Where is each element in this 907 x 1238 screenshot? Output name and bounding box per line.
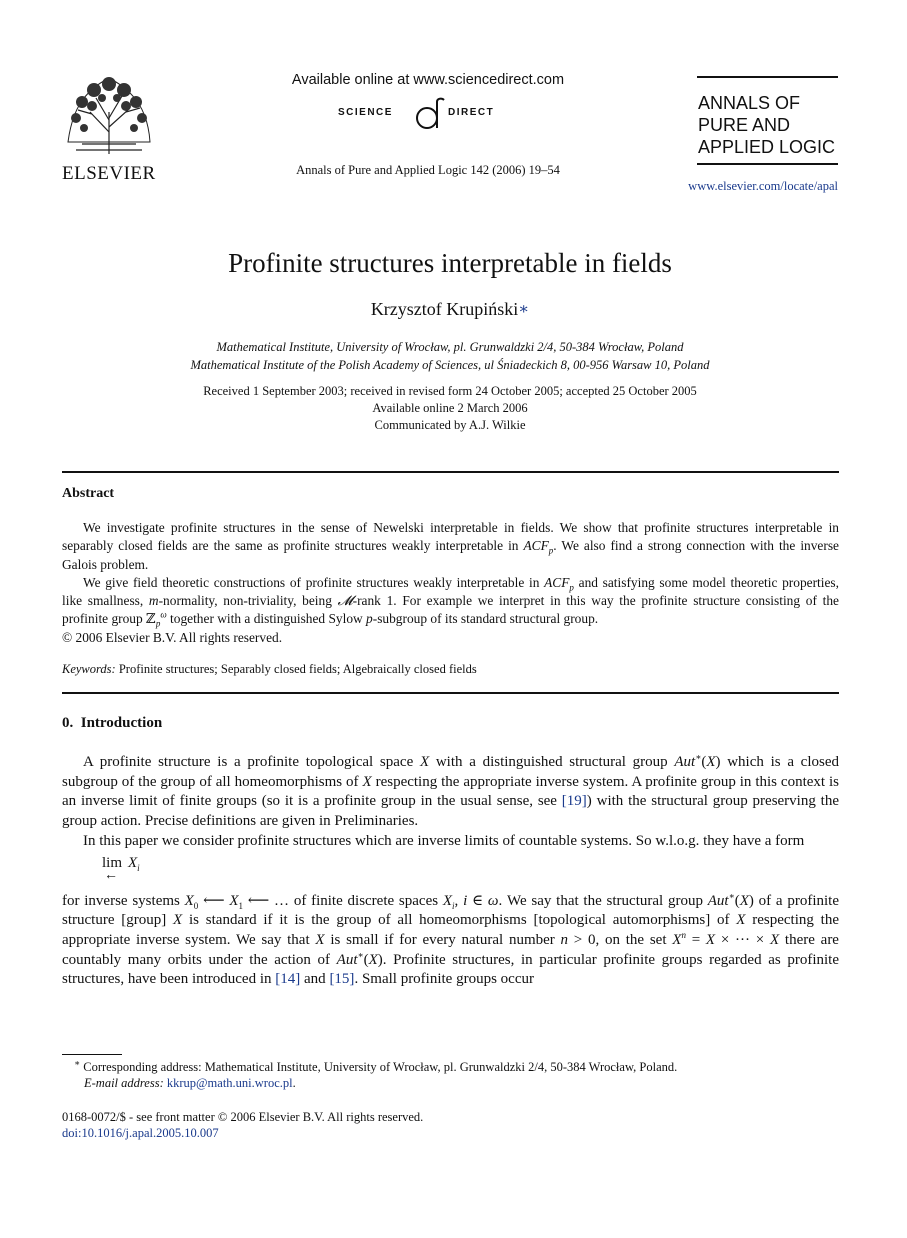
front-matter-line: 0168-0072/$ - see front matter © 2006 Elsevier B.V. All rights reserved. xyxy=(62,1110,424,1124)
email-link[interactable]: kkrup@math.uni.wroc.pl xyxy=(166,1076,293,1090)
journal-name-line-2: PURE AND xyxy=(698,115,791,135)
intro-paragraph-3: for inverse systems $X_0$ ⟵ $X_1$ ⟵ … of finite discrete spaces $X_i$, i ∈ ω. We say that the structural group Aut∗(X) of a profinite structure [group] X is standard if it is the group of all homeomorphisms [topological automorphisms] of X respecting the appropriate inverse system. We say that X is small if for every natural number n > 0, on the set $X^n = X$ × ··· × X there are countably many orbits under the action of Aut∗(X). Profinite structures, in particular profinite groups regarded as profinite structures, have been introduced in [14] and [15]. Small profinite groups occur xyxy=(62,890,839,988)
footnote-corresponding-address: ∗ Corresponding address: Mathematical Institute, University of Wrocław, pl. Grunwaldzki 2/4, 50-384 Wrocław, Poland. xyxy=(74,1057,678,1074)
affiliation-1: Mathematical Institute, University of Wrocław, pl. Grunwaldzki 2/4, 50-384 Wrocław, Poland xyxy=(216,340,684,354)
sciencedirect-right-text: DIRECT xyxy=(448,107,495,118)
inverse-limit-formula: lim ← $X_i$ xyxy=(102,854,140,883)
keywords-label: Keywords: xyxy=(62,662,116,676)
section-title: Introduction xyxy=(80,715,163,731)
abstract-paragraph-2: We give field theoretic constructions of profinite structures weakly interpretable in $ACF_p$ and satisfying some model theoretic properties, like smallness, m-normality, non-triviality, being 𝓜-rank 1. For example we interpret in this way the profinite structure consisting of the profinite group ℤ$_p^\omega$ together with a distinguished Sylow p-subgroup of its standard structural group. xyxy=(62,574,839,630)
citation-15-link[interactable]: [15] xyxy=(329,971,355,988)
section-heading-introduction xyxy=(62,715,162,732)
journal-name-line-1: ANNALS OF xyxy=(698,93,801,113)
sciencedirect-logo xyxy=(330,94,530,134)
author-footnote-mark[interactable]: ∗ xyxy=(518,301,530,318)
author-line xyxy=(200,299,700,320)
affiliations xyxy=(90,338,810,374)
citation-14-link[interactable]: [14] xyxy=(275,971,301,988)
journal-citation: Annals of Pure and Applied Logic 142 (2006) 19–54 xyxy=(296,163,560,177)
elsevier-tree-icon xyxy=(62,72,156,158)
footnote xyxy=(74,1059,844,1091)
intro-paragraph-1: A profinite structure is a profinite topological space X with a distinguished structural group Aut∗(X) which is a closed subgroup of the group of all homeomorphisms of X respecting the appropriate inverse system. A profinite group in this context is an inverse limit of finite groups (so it is a profinite group in the usual sense, see [19]) with the structural group preserving the group action. Precise definitions are given in Preliminaries. xyxy=(62,752,840,830)
abstract-paragraph-1: We investigate profinite structures in the sense of Newelski interpretable in fields. We show that profinite structures interpretable in separably closed fields are the same as profinite structures weakly interpretable in $ACF_p$. We also find a strong connection with the inverse Galois problem. xyxy=(62,520,839,572)
journal-url-link[interactable]: www.elsevier.com/locate/apal xyxy=(688,179,838,193)
footnote-rule xyxy=(62,1054,122,1055)
keywords-text: Profinite structures; Separably closed fields; Algebraically closed fields xyxy=(118,662,477,676)
available-online-line: Available online at www.sciencedirect.com xyxy=(291,72,565,88)
article-title: Profinite structures interpretable in fields xyxy=(228,248,672,278)
abstract-copyright: © 2006 Elsevier B.V. All rights reserved. xyxy=(62,629,283,645)
available-online-date: Available online 2 March 2006 xyxy=(372,401,528,415)
article-dates xyxy=(90,383,810,434)
elsevier-wordmark: ELSEVIER xyxy=(62,163,156,184)
sciencedirect-d-icon xyxy=(412,96,446,132)
journal-name-top-rule xyxy=(697,76,838,78)
journal-name-block xyxy=(698,92,843,158)
footnote-email: E-mail address: kkrup@math.uni.wroc.pl. xyxy=(84,1076,296,1090)
citation-19-link[interactable]: [19] xyxy=(561,793,587,810)
journal-name-bottom-rule xyxy=(697,163,838,165)
abstract-top-rule xyxy=(62,471,839,473)
abstract-bottom-rule xyxy=(62,692,839,694)
communicated-by: Communicated by A.J. Wilkie xyxy=(374,418,526,432)
section-number: 0. xyxy=(62,715,74,731)
abstract-body xyxy=(62,519,839,647)
author-name: Krzysztof Krupiński xyxy=(370,299,519,319)
received-dates: Received 1 September 2003; received in revised form 24 October 2005; accepted 25 October 2005 xyxy=(203,384,697,398)
sciencedirect-left-text: SCIENCE xyxy=(338,107,393,118)
elsevier-logo xyxy=(62,72,156,184)
intro-paragraph-2: In this paper we consider profinite structures which are inverse limits of countable systems. So w.l.o.g. they have a form xyxy=(83,832,805,849)
introduction-body xyxy=(62,753,839,990)
affiliation-2: Mathematical Institute of the Polish Academy of Sciences, ul Śniadeckich 8, 00-956 Warsaw 10, Poland xyxy=(190,358,710,372)
journal-name-line-3: APPLIED LOGIC xyxy=(698,137,836,157)
keywords-line xyxy=(62,662,839,677)
abstract-heading: Abstract xyxy=(62,486,115,501)
doi-link[interactable]: doi:10.1016/j.apal.2005.10.007 xyxy=(62,1126,219,1140)
